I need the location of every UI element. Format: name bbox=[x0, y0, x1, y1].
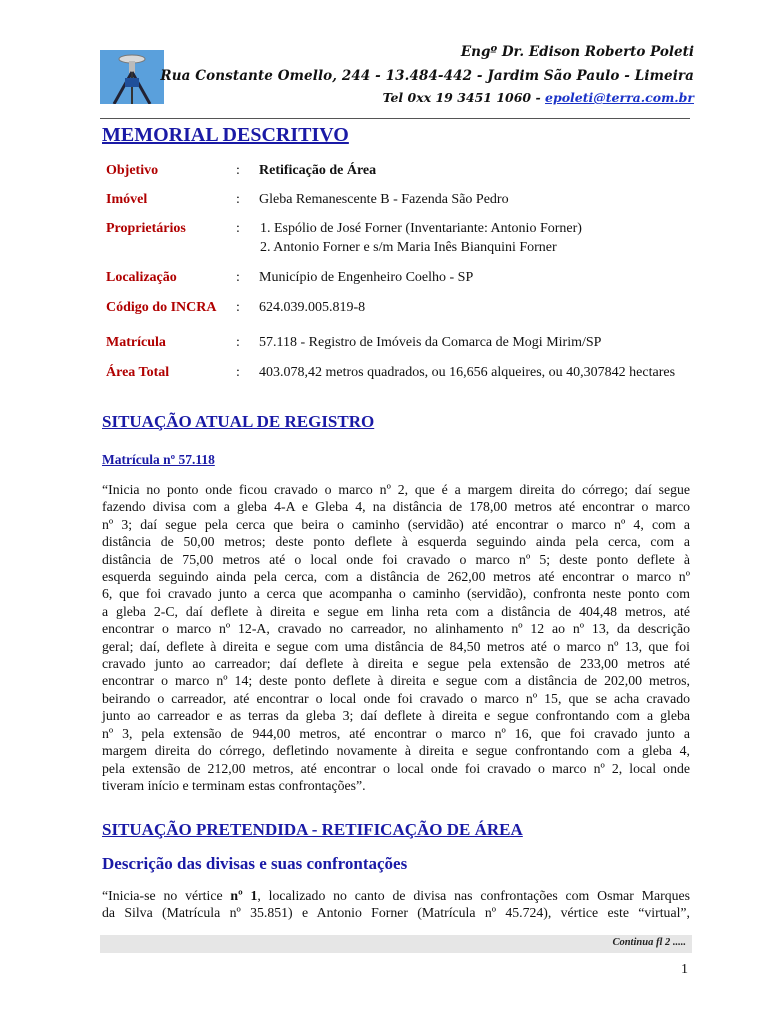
page-number: 1 bbox=[681, 962, 688, 977]
paragraph-line: encontrar o marco nº 12-A, cravado no carreador, no alinhamento nº 12 ao nº 13, da descrição bbox=[102, 621, 690, 637]
logo-photo bbox=[100, 50, 164, 104]
field-label: Código do INCRA bbox=[106, 300, 217, 315]
field-label: Proprietários bbox=[106, 221, 186, 236]
paragraph-line: cravado junto ao carreador; daí deflete à direita e segue pela extensão de 233,00 metros até bbox=[102, 656, 690, 672]
paragraph-line: nº 3; daí segue pela cerca que beira o caminho (servidão) até encontrar o marco nº 4, com a bbox=[102, 516, 690, 532]
vertex-label: nº 1 bbox=[230, 888, 258, 903]
paragraph-line: encontrar o marco nº 14; deste ponto deflete à direita e segue com a distância de 202,00 metros, bbox=[102, 673, 690, 689]
contact-line bbox=[383, 90, 694, 105]
owners-list bbox=[260, 220, 690, 258]
field-value: 624.039.005.819-8 bbox=[259, 300, 366, 315]
owner-item: 2. Antonio Forner e s/m Maria Inês Bianquini Forner bbox=[260, 240, 557, 255]
paragraph-line: a gleba 2-C, daí deflete à direita e segue em linha reta com a distância de 404,48 metros, até bbox=[102, 603, 690, 619]
field-colon: : bbox=[236, 163, 240, 178]
field-label: Área Total bbox=[106, 365, 170, 380]
field-label: Objetivo bbox=[106, 163, 159, 178]
field-value: Retificação de Área bbox=[259, 163, 377, 178]
continuation-note: Continua fl 2 ..... bbox=[612, 937, 686, 948]
field-colon: : bbox=[236, 335, 240, 350]
field-value: Município de Engenheiro Coelho - SP bbox=[259, 270, 474, 285]
paragraph-line: esquerda seguindo ainda pela cerca, com a distância de 262,00 metros até encontrar o marco nº bbox=[102, 569, 690, 585]
section-heading-situacao-pretendida: SITUAÇÃO PRETENDIDA - RETIFICAÇÃO DE ÁREA bbox=[102, 820, 523, 839]
document-title: MEMORIAL DESCRITIVO bbox=[102, 124, 349, 146]
paragraph-line: tiveram início e terminam estas confrontações”. bbox=[102, 777, 366, 793]
paragraph-line: distância de 50,00 metros; deste ponto deflete à esquerda seguindo ainda pela cerca, com a bbox=[102, 534, 690, 550]
field-value: 403.078,42 metros quadrados, ou 16,656 alqueires, ou 40,307842 hectares bbox=[259, 365, 676, 380]
paragraph-line bbox=[102, 887, 690, 904]
letterhead bbox=[100, 38, 694, 112]
paragraph-line: margem direita do córrego, defletindo novamente à direita e segue confrontando com a gleba 4, bbox=[102, 743, 690, 759]
field-colon: : bbox=[236, 365, 240, 380]
footer-bar bbox=[100, 935, 692, 953]
field-value: 57.118 - Registro de Imóveis da Comarca de Mogi Mirim/SP bbox=[259, 335, 602, 350]
paragraph-line: beirando o carreador, até encontrar o local onde foi cravado o marco nº 15, que se acha cravado bbox=[102, 690, 690, 706]
owner-item: 1. Espólio de José Forner (Inventariante: Antonio Forner) bbox=[260, 221, 582, 236]
paragraph-line: da Silva (Matrícula nº 35.851) e Antonio Forner (Matrícula nº 45.724), vértice este “virtual”, bbox=[102, 905, 690, 921]
phone-text: Tel 0xx 19 3451 1060 - bbox=[382, 90, 546, 105]
paragraph-line: 6, que foi cravado junto a cerca que acompanha o caminho (servidão), confronta neste ponto com bbox=[102, 586, 690, 602]
header-divider bbox=[100, 118, 690, 119]
engineer-name: Engº Dr. Edison Roberto Poleti bbox=[460, 44, 694, 60]
paragraph-line: pela extensão de 212,00 metros, até encontrar o local onde foi cravado o marco nº 2, local onde bbox=[102, 760, 690, 776]
paragraph-line: junto ao carreador e as terras da gleba 3; daí deflete à direita e segue confrontando com a gleba bbox=[102, 708, 690, 724]
field-colon: : bbox=[236, 192, 240, 207]
section-heading-situacao-atual: SITUAÇÃO ATUAL DE REGISTRO bbox=[102, 412, 375, 431]
text-run: “Inicia-se no vértice bbox=[102, 888, 231, 903]
text-run: , localizado no canto de divisa nas confrontações com Osmar Marques bbox=[257, 888, 690, 903]
field-label: Imóvel bbox=[106, 192, 148, 207]
subsection-heading-matricula: Matrícula nº 57.118 bbox=[102, 452, 215, 467]
paragraph-line: geral; daí, deflete à direita e segue com uma distância de 84,50 metros até o marco nº 13, que foi bbox=[102, 638, 690, 654]
field-colon: : bbox=[236, 270, 240, 285]
field-value: Gleba Remanescente B - Fazenda São Pedro bbox=[259, 192, 509, 207]
field-colon: : bbox=[236, 221, 240, 236]
email-link[interactable]: epoleti@terra.com.br bbox=[545, 90, 694, 105]
field-proprietarios bbox=[106, 220, 690, 260]
paragraph-line: “Inicia no ponto onde ficou cravado o marco nº 2, que é a margem direita do córrego; daí segue bbox=[102, 482, 690, 497]
address-line: Rua Constante Omello, 244 - 13.484-442 - Jardim São Paulo - Limeira bbox=[160, 68, 694, 84]
subsection-heading-divisas: Descrição das divisas e suas confrontações bbox=[102, 854, 408, 873]
paragraph-line: nº 3, pela extensão de 944,00 metros, até encontrar o marco nº 16, que foi cravado junto a bbox=[102, 725, 690, 741]
field-label: Localização bbox=[106, 270, 177, 285]
boundary-description-paragraph bbox=[102, 887, 690, 922]
paragraph-line: fazendo divisa com a gleba 4-A e Gleba 4, na distância de 178,00 metros até encontrar o marco bbox=[102, 499, 690, 515]
paragraph-line: distância de 75,00 metros até o local onde foi cravado o marco nº 5; deste ponto deflete à bbox=[102, 551, 690, 567]
field-colon: : bbox=[236, 300, 240, 315]
field-label: Matrícula bbox=[106, 335, 166, 350]
registry-description-paragraph bbox=[102, 481, 690, 794]
